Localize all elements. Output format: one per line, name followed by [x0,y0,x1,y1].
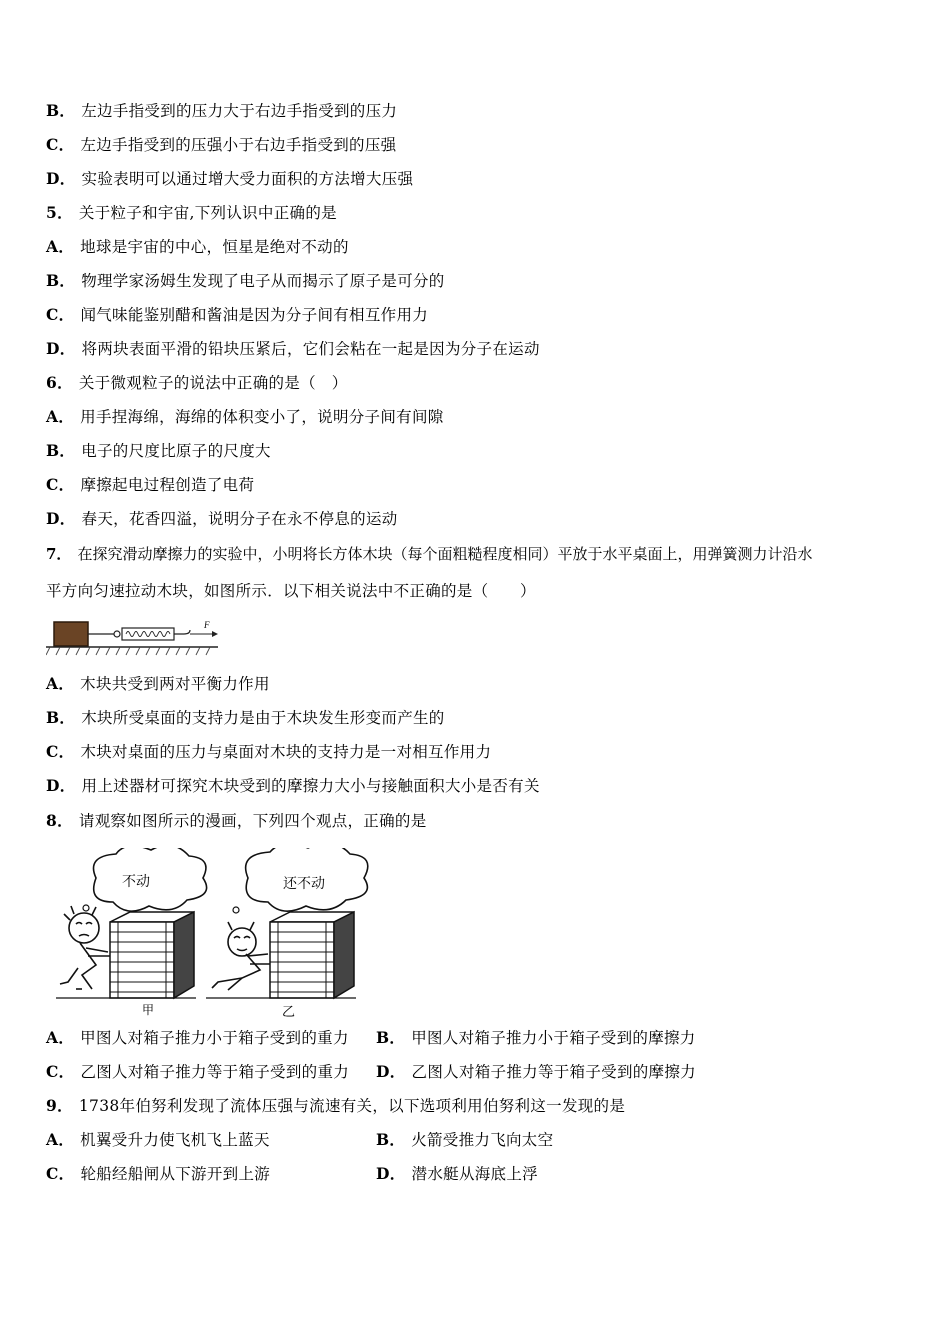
q5-stem: 5． 关于粒子和宇宙,下列认识中正确的是 [46,203,337,222]
left-bubble-dot [83,905,89,911]
right-bubble-dot [233,907,239,913]
q9-option-d: D． 潜水艇从海底上浮 [376,1164,538,1183]
force-arrow-head [212,631,218,637]
q8-stem: 8． 请观察如图所示的漫画，下列四个观点，正确的是 [46,811,427,830]
q4-option-b: B． 左边手指受到的压力大于右边手指受到的压力 [46,101,398,120]
q7-option-b: B． 木块所受桌面的支持力是由于木块发生形变而产生的 [46,708,445,727]
q8-option-d: D． 乙图人对箱子推力等于箱子受到的摩擦力 [376,1062,696,1081]
q6-option-a: A． 用手捏海绵，海绵的体积变小了，说明分子间有间隙 [46,407,444,426]
q7-stem-line1: 7． 在探究滑动摩擦力的实验中，小明将长方体木块（每个面粗糙程度相同）平放于水平桌面上，用弹簧测力计沿水 [46,545,813,563]
q4-option-c: C． 左边手指受到的压强小于右边手指受到的压强 [46,135,397,154]
q5-option-a: A． 地球是宇宙的中心，恒星是绝对不动的 [46,237,349,256]
force-label: F [204,620,210,630]
q6-option-c: C． 摩擦起电过程创造了电荷 [46,475,255,494]
q7-friction-figure [46,616,220,660]
q9-stem: 9． 1738年伯努利发现了流体压强与流速有关，以下选项利用伯努利这一发现的是 [46,1096,626,1115]
q9-option-c: C． 轮船经船闸从下游开到上游 [46,1164,271,1183]
q6-option-b: B． 电子的尺度比原子的尺度大 [46,441,271,460]
q6-stem: 6． 关于微观粒子的说法中正确的是（ ） [46,373,348,392]
q7-option-d: D． 用上述器材可探究木块受到的摩擦力大小与接触面积大小是否有关 [46,776,540,795]
q7-option-c: C． 木块对桌面的压力与桌面对木块的支持力是一对相互作用力 [46,742,492,761]
right-caption: 乙 [282,1005,296,1020]
q5-option-c: C． 闻气味能鉴别醋和酱油是因为分子间有相互作用力 [46,305,429,324]
q8-option-c: C． 乙图人对箱子推力等于箱子受到的重力 [46,1062,350,1081]
q7-option-a: A． 木块共受到两对平衡力作用 [46,674,270,693]
scale-handle [174,630,190,634]
q8-option-b: B． 甲图人对箱子推力小于箱子受到的摩擦力 [376,1028,696,1047]
q4-option-d: D． 实验表明可以通过增大受力面积的方法增大压强 [46,169,414,188]
left-bubble-text: 不动 [122,874,150,890]
scale-hook [114,631,120,637]
left-person [60,906,110,989]
right-person [212,922,270,990]
left-crate [110,912,194,998]
q8-cartoon-figure [46,848,388,1020]
wooden-block [54,622,88,646]
q5-option-b: B． 物理学家汤姆生发现了电子从而揭示了原子是可分的 [46,271,445,290]
right-bubble-text: 还不动 [283,876,325,892]
q8-option-a: A． 甲图人对箱子推力小于箱子受到的重力 [46,1028,349,1047]
q6-option-d: D． 春天，花香四溢，说明分子在永不停息的运动 [46,509,398,528]
q9-option-b: B． 火箭受推力飞向太空 [376,1130,554,1149]
q9-option-a: A． 机翼受升力使飞机飞上蓝天 [46,1130,270,1149]
left-caption: 甲 [142,1003,155,1017]
left-thought-bubble [94,848,207,911]
table-hatching [46,647,210,655]
q7-stem-line2: 平方向匀速拉动木块，如图所示．以下相关说法中不正确的是（ ） [46,582,536,600]
q5-option-d: D． 将两块表面平滑的铅块压紧后，它们会粘在一起是因为分子在运动 [46,339,540,358]
right-crate [270,912,354,998]
